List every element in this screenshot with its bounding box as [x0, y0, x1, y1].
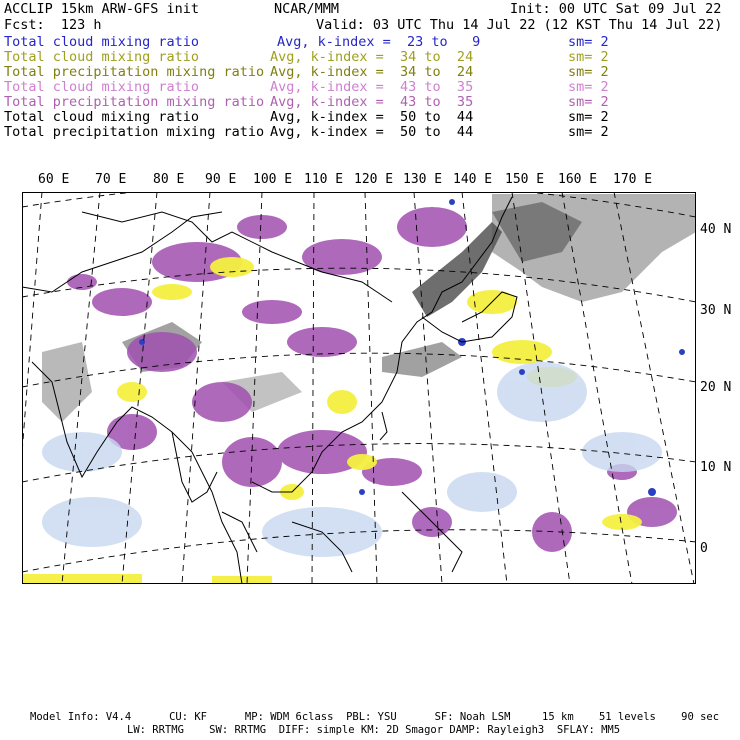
field-name: Total cloud mixing ratio	[4, 109, 200, 125]
model-title: ACCLIP 15km ARW-GFS init	[4, 1, 200, 17]
lat-label: 30 N	[700, 303, 732, 318]
field-name: Total precipitation mixing ratio	[4, 64, 265, 80]
field-smoothing: sm= 2	[568, 64, 609, 80]
field-smoothing: sm= 2	[568, 94, 609, 110]
center-label: NCAR/MMM	[274, 1, 340, 17]
lat-label: 0	[700, 541, 708, 556]
field-k-index-range: Avg, k-index = 23 to 9	[277, 34, 481, 50]
field-smoothing: sm= 2	[568, 49, 609, 65]
field-name: Total precipitation mixing ratio	[4, 124, 265, 140]
lon-label: 80 E	[153, 172, 185, 187]
field-k-index-range: Avg, k-index = 50 to 44	[270, 124, 474, 140]
lon-label: 60 E	[38, 172, 70, 187]
lat-label: 10 N	[700, 460, 732, 475]
field-name: Total cloud mixing ratio	[4, 79, 200, 95]
weather-map	[22, 192, 696, 584]
lon-label: 120 E	[354, 172, 394, 187]
valid-time: Valid: 03 UTC Thu 14 Jul 22 (12 KST Thu 14 Jul 22)	[316, 17, 723, 33]
field-name: Total cloud mixing ratio	[4, 34, 200, 50]
field-smoothing: sm= 2	[568, 109, 609, 125]
lon-label: 110 E	[304, 172, 344, 187]
field-smoothing: sm= 2	[568, 34, 609, 50]
lon-label: 170 E	[613, 172, 653, 187]
field-k-index-range: Avg, k-index = 34 to 24	[270, 49, 474, 65]
model-info-line2: LW: RRTMG SW: RRTMG DIFF: simple KM: 2D Smagor DAMP: Rayleigh3 SFLAY: MM5	[127, 724, 621, 736]
lon-label: 140 E	[453, 172, 493, 187]
lon-label: 100 E	[253, 172, 293, 187]
forecast-hour: Fcst: 123 h	[4, 17, 102, 33]
init-time: Init: 00 UTC Sat 09 Jul 22	[510, 1, 722, 17]
lon-label: 70 E	[95, 172, 127, 187]
field-smoothing: sm= 2	[568, 79, 609, 95]
field-name: Total precipitation mixing ratio	[4, 94, 265, 110]
field-k-index-range: Avg, k-index = 50 to 44	[270, 109, 474, 125]
field-k-index-range: Avg, k-index = 43 to 35	[270, 94, 474, 110]
lon-label: 150 E	[505, 172, 545, 187]
lon-label: 90 E	[205, 172, 237, 187]
field-smoothing: sm= 2	[568, 124, 609, 140]
field-k-index-range: Avg, k-index = 43 to 35	[270, 79, 474, 95]
model-info-line1: Model Info: V4.4 CU: KF MP: WDM 6class PBL: YSU SF: Noah LSM 15 km 51 levels 90 sec	[30, 711, 720, 723]
lat-label: 20 N	[700, 380, 732, 395]
lon-label: 130 E	[403, 172, 443, 187]
field-name: Total cloud mixing ratio	[4, 49, 200, 65]
lon-label: 160 E	[558, 172, 598, 187]
lat-label: 40 N	[700, 222, 732, 237]
field-k-index-range: Avg, k-index = 34 to 24	[270, 64, 474, 80]
